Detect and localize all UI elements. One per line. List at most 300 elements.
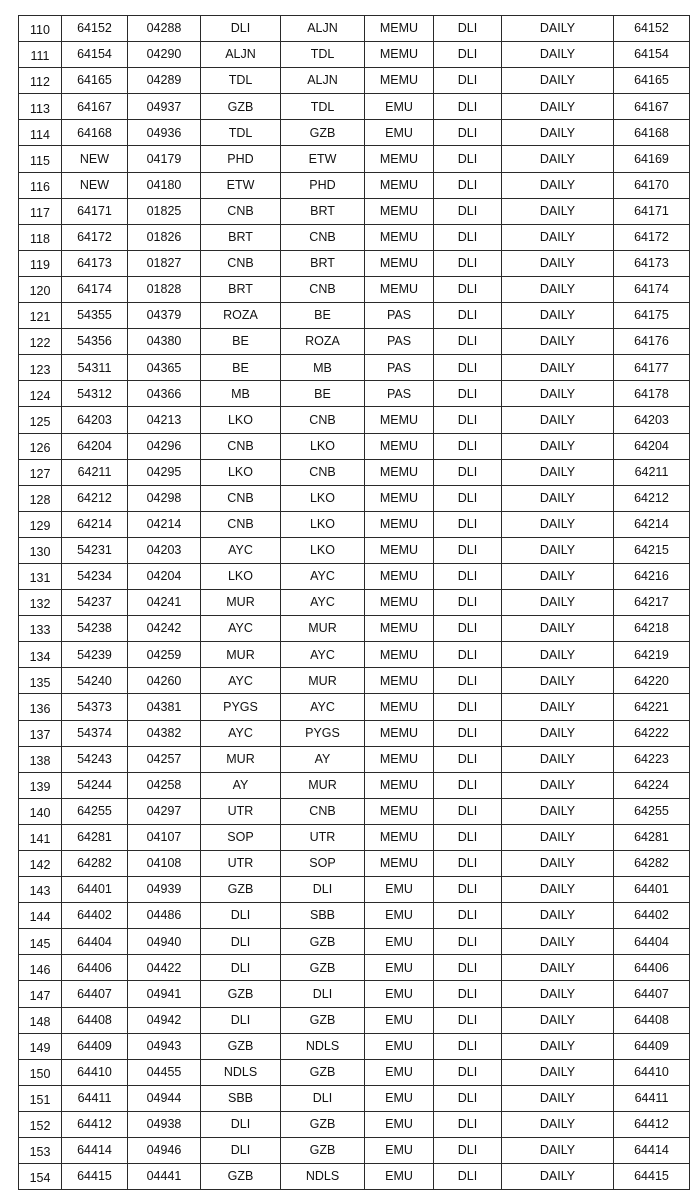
old-train-number-cell: 64154 [62,42,128,68]
special-train-number-cell: 04180 [128,172,201,198]
frequency-cell: DAILY [502,824,614,850]
table-row [19,1085,690,1111]
to-station-cell: CNB [281,459,365,485]
to-station-cell: GZB [281,1007,365,1033]
from-station-cell: AYC [201,616,281,642]
table-row [19,94,690,120]
frequency-cell: DAILY [502,329,614,355]
serial-number-cell: 132 [19,590,62,616]
to-station-cell: GZB [281,1111,365,1137]
new-train-number-cell: 64173 [614,250,690,276]
to-station-cell: TDL [281,42,365,68]
serial-number-cell: 110 [19,16,62,42]
division-cell: DLI [434,485,502,511]
to-station-cell: DLI [281,981,365,1007]
train-type-cell: EMU [365,929,434,955]
frequency-cell: DAILY [502,877,614,903]
division-cell: DLI [434,903,502,929]
old-train-number-cell: 54244 [62,772,128,798]
serial-number-cell: 120 [19,276,62,302]
division-cell: DLI [434,772,502,798]
train-type-cell: MEMU [365,720,434,746]
division-cell: DLI [434,94,502,120]
old-train-number-cell: 64255 [62,798,128,824]
frequency-cell: DAILY [502,563,614,589]
train-type-cell: EMU [365,1138,434,1164]
frequency-cell: DAILY [502,276,614,302]
table-body [19,16,690,1190]
division-cell: DLI [434,981,502,1007]
serial-number-cell: 141 [19,824,62,850]
special-train-number-cell: 04381 [128,694,201,720]
new-train-number-cell: 64171 [614,198,690,224]
table-row [19,746,690,772]
old-train-number-cell: 64406 [62,955,128,981]
to-station-cell: CNB [281,276,365,302]
serial-number-cell: 144 [19,903,62,929]
serial-number-cell: 136 [19,694,62,720]
special-train-number-cell: 01828 [128,276,201,302]
new-train-number-cell: 64165 [614,68,690,94]
special-train-number-cell: 04214 [128,511,201,537]
old-train-number-cell: 54238 [62,616,128,642]
frequency-cell: DAILY [502,955,614,981]
table-row [19,1033,690,1059]
division-cell: DLI [434,459,502,485]
division-cell: DLI [434,198,502,224]
frequency-cell: DAILY [502,981,614,1007]
special-train-number-cell: 04366 [128,381,201,407]
table-row [19,303,690,329]
table-row [19,824,690,850]
old-train-number-cell: 64414 [62,1138,128,1164]
from-station-cell: PHD [201,146,281,172]
division-cell: DLI [434,172,502,198]
new-train-number-cell: 64404 [614,929,690,955]
to-station-cell: GZB [281,1138,365,1164]
old-train-number-cell: 54243 [62,746,128,772]
special-train-number-cell: 04297 [128,798,201,824]
to-station-cell: AYC [281,590,365,616]
table-row [19,1059,690,1085]
serial-number-cell: 145 [19,929,62,955]
new-train-number-cell: 64408 [614,1007,690,1033]
new-train-number-cell: 64174 [614,276,690,302]
table-row [19,459,690,485]
train-type-cell: EMU [365,1033,434,1059]
serial-number-cell: 113 [19,94,62,120]
train-type-cell: MEMU [365,746,434,772]
serial-number-cell: 119 [19,250,62,276]
frequency-cell: DAILY [502,1007,614,1033]
train-type-cell: MEMU [365,851,434,877]
old-train-number-cell: 64407 [62,981,128,1007]
special-train-number-cell: 04937 [128,94,201,120]
new-train-number-cell: 64152 [614,16,690,42]
from-station-cell: SOP [201,824,281,850]
table-row [19,590,690,616]
serial-number-cell: 153 [19,1138,62,1164]
table-row [19,42,690,68]
from-station-cell: DLI [201,903,281,929]
train-type-cell: MEMU [365,590,434,616]
to-station-cell: NDLS [281,1164,365,1190]
serial-number-cell: 111 [19,42,62,68]
frequency-cell: DAILY [502,772,614,798]
serial-number-cell: 135 [19,668,62,694]
to-station-cell: BRT [281,198,365,224]
table-row [19,642,690,668]
new-train-number-cell: 64409 [614,1033,690,1059]
old-train-number-cell: NEW [62,146,128,172]
division-cell: DLI [434,1033,502,1059]
old-train-number-cell: 54374 [62,720,128,746]
table-row [19,16,690,42]
special-train-number-cell: 04379 [128,303,201,329]
new-train-number-cell: 64218 [614,616,690,642]
serial-number-cell: 125 [19,407,62,433]
from-station-cell: CNB [201,485,281,511]
table-row [19,198,690,224]
division-cell: DLI [434,146,502,172]
from-station-cell: DLI [201,1138,281,1164]
special-train-number-cell: 04942 [128,1007,201,1033]
new-train-number-cell: 64220 [614,668,690,694]
serial-number-cell: 129 [19,511,62,537]
special-train-number-cell: 04241 [128,590,201,616]
serial-number-cell: 148 [19,1007,62,1033]
train-type-cell: MEMU [365,42,434,68]
special-train-number-cell: 04936 [128,120,201,146]
to-station-cell: GZB [281,929,365,955]
frequency-cell: DAILY [502,355,614,381]
division-cell: DLI [434,1111,502,1137]
old-train-number-cell: 64204 [62,433,128,459]
new-train-number-cell: 64255 [614,798,690,824]
new-train-number-cell: 64217 [614,590,690,616]
serial-number-cell: 143 [19,877,62,903]
special-train-number-cell: 01827 [128,250,201,276]
to-station-cell: AY [281,746,365,772]
to-station-cell: ALJN [281,68,365,94]
from-station-cell: BE [201,355,281,381]
new-train-number-cell: 64211 [614,459,690,485]
new-train-number-cell: 64415 [614,1164,690,1190]
train-type-cell: MEMU [365,485,434,511]
train-type-cell: EMU [365,1059,434,1085]
old-train-number-cell: 64167 [62,94,128,120]
serial-number-cell: 112 [19,68,62,94]
from-station-cell: UTR [201,851,281,877]
to-station-cell: AYC [281,563,365,589]
new-train-number-cell: 64215 [614,537,690,563]
old-train-number-cell: 64211 [62,459,128,485]
new-train-number-cell: 64167 [614,94,690,120]
from-station-cell: LKO [201,407,281,433]
division-cell: DLI [434,563,502,589]
division-cell: DLI [434,16,502,42]
serial-number-cell: 123 [19,355,62,381]
division-cell: DLI [434,929,502,955]
new-train-number-cell: 64221 [614,694,690,720]
division-cell: DLI [434,616,502,642]
serial-number-cell: 127 [19,459,62,485]
table-row [19,355,690,381]
serial-number-cell: 147 [19,981,62,1007]
table-row [19,433,690,459]
old-train-number-cell: 64214 [62,511,128,537]
to-station-cell: BRT [281,250,365,276]
frequency-cell: DAILY [502,1085,614,1111]
division-cell: DLI [434,694,502,720]
from-station-cell: LKO [201,459,281,485]
frequency-cell: DAILY [502,250,614,276]
train-type-cell: PAS [365,381,434,407]
special-train-number-cell: 04259 [128,642,201,668]
serial-number-cell: 130 [19,537,62,563]
train-type-cell: MEMU [365,563,434,589]
frequency-cell: DAILY [502,668,614,694]
division-cell: DLI [434,955,502,981]
table-row [19,172,690,198]
to-station-cell: MUR [281,772,365,798]
serial-number-cell: 131 [19,563,62,589]
table-row [19,563,690,589]
from-station-cell: GZB [201,1033,281,1059]
to-station-cell: ETW [281,146,365,172]
new-train-number-cell: 64219 [614,642,690,668]
serial-number-cell: 115 [19,146,62,172]
division-cell: DLI [434,407,502,433]
table-row [19,120,690,146]
train-type-cell: EMU [365,1085,434,1111]
serial-number-cell: 116 [19,172,62,198]
division-cell: DLI [434,250,502,276]
table-row [19,929,690,955]
old-train-number-cell: 54240 [62,668,128,694]
to-station-cell: ROZA [281,329,365,355]
to-station-cell: GZB [281,1059,365,1085]
old-train-number-cell: 64411 [62,1085,128,1111]
to-station-cell: PYGS [281,720,365,746]
frequency-cell: DAILY [502,224,614,250]
division-cell: DLI [434,224,502,250]
to-station-cell: DLI [281,1085,365,1111]
old-train-number-cell: 64174 [62,276,128,302]
new-train-number-cell: 64175 [614,303,690,329]
to-station-cell: MUR [281,668,365,694]
serial-number-cell: 152 [19,1111,62,1137]
train-type-cell: MEMU [365,172,434,198]
table-row [19,851,690,877]
frequency-cell: DAILY [502,459,614,485]
special-train-number-cell: 04939 [128,877,201,903]
old-train-number-cell: 64203 [62,407,128,433]
to-station-cell: AYC [281,694,365,720]
from-station-cell: DLI [201,1007,281,1033]
special-train-number-cell: 04258 [128,772,201,798]
from-station-cell: TDL [201,68,281,94]
to-station-cell: MUR [281,616,365,642]
division-cell: DLI [434,433,502,459]
frequency-cell: DAILY [502,1111,614,1137]
serial-number-cell: 118 [19,224,62,250]
from-station-cell: UTR [201,798,281,824]
table-row [19,903,690,929]
division-cell: DLI [434,824,502,850]
train-schedule-table [18,15,690,1190]
new-train-number-cell: 64281 [614,824,690,850]
old-train-number-cell: 64402 [62,903,128,929]
to-station-cell: LKO [281,485,365,511]
special-train-number-cell: 01826 [128,224,201,250]
frequency-cell: DAILY [502,146,614,172]
from-station-cell: CNB [201,198,281,224]
new-train-number-cell: 64214 [614,511,690,537]
train-type-cell: MEMU [365,16,434,42]
table-row [19,250,690,276]
from-station-cell: CNB [201,250,281,276]
from-station-cell: BRT [201,276,281,302]
table-row [19,407,690,433]
train-type-cell: EMU [365,120,434,146]
table-row [19,485,690,511]
train-type-cell: EMU [365,1007,434,1033]
old-train-number-cell: 54239 [62,642,128,668]
old-train-number-cell: 64165 [62,68,128,94]
new-train-number-cell: 64172 [614,224,690,250]
from-station-cell: BE [201,329,281,355]
special-train-number-cell: 04486 [128,903,201,929]
table-row [19,537,690,563]
from-station-cell: TDL [201,120,281,146]
old-train-number-cell: 54356 [62,329,128,355]
table-row [19,68,690,94]
special-train-number-cell: 04441 [128,1164,201,1190]
new-train-number-cell: 64222 [614,720,690,746]
from-station-cell: MUR [201,746,281,772]
division-cell: DLI [434,381,502,407]
from-station-cell: CNB [201,511,281,537]
train-type-cell: MEMU [365,459,434,485]
to-station-cell: DLI [281,877,365,903]
frequency-cell: DAILY [502,1033,614,1059]
table-row [19,329,690,355]
old-train-number-cell: 64404 [62,929,128,955]
new-train-number-cell: 64224 [614,772,690,798]
from-station-cell: LKO [201,563,281,589]
new-train-number-cell: 64203 [614,407,690,433]
division-cell: DLI [434,329,502,355]
to-station-cell: CNB [281,798,365,824]
to-station-cell: SOP [281,851,365,877]
table-row [19,798,690,824]
special-train-number-cell: 04943 [128,1033,201,1059]
division-cell: DLI [434,1007,502,1033]
special-train-number-cell: 04365 [128,355,201,381]
division-cell: DLI [434,851,502,877]
division-cell: DLI [434,511,502,537]
to-station-cell: ALJN [281,16,365,42]
to-station-cell: SBB [281,903,365,929]
special-train-number-cell: 04257 [128,746,201,772]
special-train-number-cell: 04203 [128,537,201,563]
train-type-cell: MEMU [365,694,434,720]
serial-number-cell: 124 [19,381,62,407]
old-train-number-cell: 64168 [62,120,128,146]
serial-number-cell: 137 [19,720,62,746]
division-cell: DLI [434,746,502,772]
train-type-cell: MEMU [365,511,434,537]
table-row [19,224,690,250]
new-train-number-cell: 64282 [614,851,690,877]
old-train-number-cell: 54237 [62,590,128,616]
train-type-cell: EMU [365,1111,434,1137]
special-train-number-cell: 04290 [128,42,201,68]
frequency-cell: DAILY [502,172,614,198]
frequency-cell: DAILY [502,1138,614,1164]
to-station-cell: BE [281,303,365,329]
special-train-number-cell: 04295 [128,459,201,485]
from-station-cell: AYC [201,537,281,563]
serial-number-cell: 139 [19,772,62,798]
special-train-number-cell: 04941 [128,981,201,1007]
table-row [19,1138,690,1164]
special-train-number-cell: 04380 [128,329,201,355]
train-type-cell: MEMU [365,276,434,302]
from-station-cell: AY [201,772,281,798]
division-cell: DLI [434,642,502,668]
to-station-cell: BE [281,381,365,407]
to-station-cell: UTR [281,824,365,850]
to-station-cell: AYC [281,642,365,668]
from-station-cell: GZB [201,877,281,903]
serial-number-cell: 140 [19,798,62,824]
division-cell: DLI [434,68,502,94]
serial-number-cell: 133 [19,616,62,642]
division-cell: DLI [434,668,502,694]
frequency-cell: DAILY [502,68,614,94]
special-train-number-cell: 04288 [128,16,201,42]
new-train-number-cell: 64402 [614,903,690,929]
frequency-cell: DAILY [502,94,614,120]
table-row [19,720,690,746]
serial-number-cell: 128 [19,485,62,511]
frequency-cell: DAILY [502,929,614,955]
frequency-cell: DAILY [502,798,614,824]
old-train-number-cell: 64282 [62,851,128,877]
old-train-number-cell: 64171 [62,198,128,224]
table-row [19,511,690,537]
train-type-cell: MEMU [365,824,434,850]
from-station-cell: ALJN [201,42,281,68]
special-train-number-cell: 04213 [128,407,201,433]
division-cell: DLI [434,303,502,329]
special-train-number-cell: 04298 [128,485,201,511]
new-train-number-cell: 64411 [614,1085,690,1111]
division-cell: DLI [434,42,502,68]
division-cell: DLI [434,1085,502,1111]
train-type-cell: EMU [365,1164,434,1190]
train-type-cell: EMU [365,94,434,120]
serial-number-cell: 114 [19,120,62,146]
from-station-cell: ETW [201,172,281,198]
frequency-cell: DAILY [502,616,614,642]
new-train-number-cell: 64168 [614,120,690,146]
special-train-number-cell: 04382 [128,720,201,746]
frequency-cell: DAILY [502,694,614,720]
table-row [19,381,690,407]
